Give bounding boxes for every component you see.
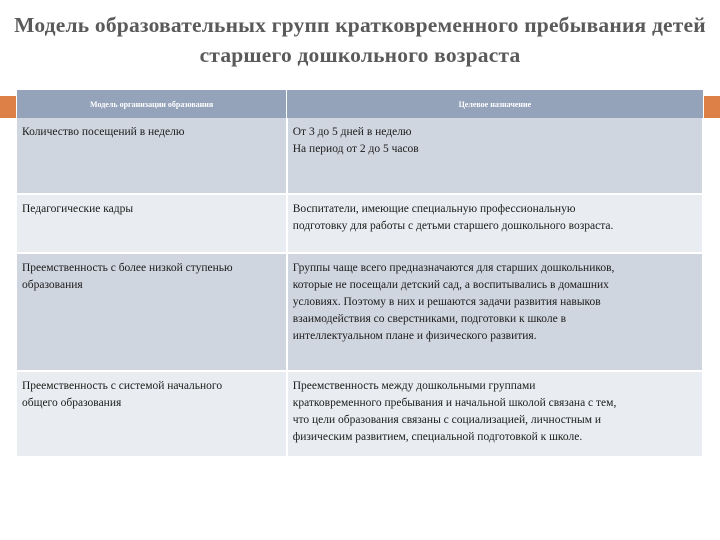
row-label bbox=[17, 118, 287, 194]
table-row bbox=[17, 118, 703, 194]
accent-bar-right bbox=[704, 96, 720, 118]
row-value-text: Группы чаще всего предназначаются для старших дошкольников, которые не посещали детский сад, а воспитывались в домашних условиях. Поэтому в них и решаются задачи развития навыков взаимодействия со сверстниками, подготовки к школе в интеллектуальном плане и физического развития. bbox=[292, 262, 615, 342]
column-header-purpose: Целевое назначение bbox=[287, 90, 703, 118]
row-value-text: Воспитатели, имеющие специальную профессиональную подготовку для работы с детьми старшего дошкольного возраста. bbox=[292, 203, 614, 232]
row-label bbox=[17, 253, 287, 371]
row-value bbox=[287, 371, 703, 457]
row-value-text: Преемственность между дошкольными группами кратковременного пребывания и начальной школой связана с тем, что цели образования связаны с социализацией, личностным и физическим развитием, специальной подготовкой к школе. bbox=[292, 380, 617, 443]
row-value bbox=[287, 118, 703, 194]
row-value-text: От 3 до 5 дней в неделю На период от 2 до 5 часов bbox=[292, 126, 419, 155]
table-row bbox=[17, 194, 703, 253]
row-label-text: Педагогические кадры bbox=[22, 203, 134, 215]
model-table bbox=[17, 90, 704, 458]
table-row bbox=[17, 371, 703, 457]
table-header-row bbox=[17, 90, 703, 118]
table-row bbox=[17, 253, 703, 371]
row-label-text: Преемственность с системой начального общего образования bbox=[22, 380, 223, 409]
row-label bbox=[17, 194, 287, 253]
row-label-text: Количество посещений в неделю bbox=[22, 126, 185, 138]
accent-bar-left bbox=[0, 96, 16, 118]
page-title: Модель образовательных групп кратковременного пребывания детей старшего дошкольного возраста bbox=[14, 13, 706, 67]
row-value bbox=[287, 253, 703, 371]
row-label-text: Преемственность с более низкой ступенью образования bbox=[22, 262, 233, 291]
row-value bbox=[287, 194, 703, 253]
column-header-model: Модель организации образования bbox=[17, 90, 287, 118]
row-label bbox=[17, 371, 287, 457]
